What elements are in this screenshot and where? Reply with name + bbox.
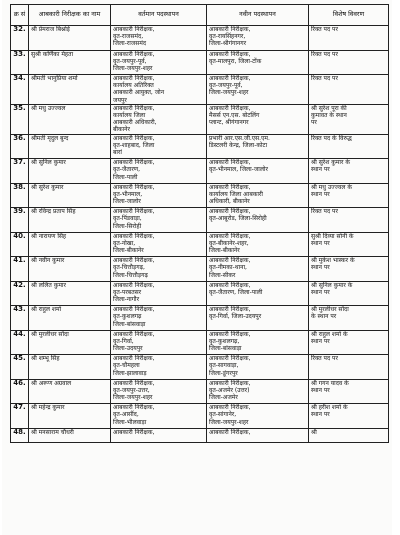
name-cell: सुश्री कर्णिका मेहता	[29, 50, 111, 75]
remarks-cell: श्री सुनिल कुमार के स्थान पर	[309, 281, 389, 306]
remarks-cell: श्री मुरलीधर सोंदा के स्थान पर	[309, 306, 389, 331]
current-posting-cell: आबकारी निरीक्षक, वृत-गिर्वा, जिला-उदयपुर	[111, 330, 207, 355]
serial-cell: 46.	[11, 379, 29, 404]
new-posting-cell: आबकारी निरीक्षक, वृत-नीमका-थाना, जिला-सीकर	[207, 257, 309, 282]
new-posting-cell: आबकारी निरीक्षक, वृत-भीनमाल, जिला-जालोर	[207, 159, 309, 184]
new-posting-cell: आबकारी निरीक्षक, मैसर्स एन.एस. बोटलिंग प्लान्ट, श्रीगंगानगर	[207, 104, 309, 134]
table-row	[11, 379, 389, 404]
table-row	[11, 428, 389, 442]
table-row	[11, 50, 389, 75]
current-posting-cell: आबकारी निरीक्षक, कार्यालय जिला आबकारी अधिकारी, बीकानेर	[111, 104, 207, 134]
serial-cell: 47.	[11, 404, 29, 429]
table-row	[11, 134, 389, 159]
table-row	[11, 75, 389, 105]
table-row	[11, 183, 389, 208]
new-posting-cell: आबकारी निरीक्षक, वृत-मालपुरा, जिला-टोंक	[207, 50, 309, 75]
remarks-cell: रिक्त पद पर	[309, 355, 389, 380]
table-body	[11, 26, 389, 443]
serial-cell: 40.	[11, 232, 29, 257]
name-cell: श्री सुरेश कुमार	[29, 183, 111, 208]
serial-cell: 44.	[11, 330, 29, 355]
serial-cell: 32.	[11, 26, 29, 51]
header-current-posting: वर्तमान पदस्थापन	[111, 5, 207, 26]
name-cell: श्री महेन्द्र कुमार	[29, 404, 111, 429]
header-row	[11, 5, 389, 26]
name-cell: श्री मुरलीधर सोंदा	[29, 330, 111, 355]
table-row	[11, 159, 389, 184]
table-row	[11, 208, 389, 233]
name-cell: श्री अरूण अग्रवाल	[29, 379, 111, 404]
name-cell: श्री नवीन कुमार	[29, 257, 111, 282]
serial-cell: 45.	[11, 355, 29, 380]
name-cell: श्रीमती भानुप्रिया शर्मा	[29, 75, 111, 105]
remarks-cell: श्री मधु उज्ज्वल के स्थान पर	[309, 183, 389, 208]
new-posting-cell: आबकारी निरीक्षक, वृत-कुशलगढ़, जिला-बांसवाड़ा	[207, 330, 309, 355]
remarks-cell: श्री	[309, 428, 389, 442]
new-posting-cell: आबकारी निरीक्षक,	[207, 428, 309, 442]
current-posting-cell: आबकारी निरीक्षक, वृत-नोखा, जिला-बीकानेर	[111, 232, 207, 257]
table-row	[11, 257, 389, 282]
remarks-cell: श्री मुकेश भास्कर के स्थान पर	[309, 257, 389, 282]
current-posting-cell: आबकारी निरीक्षक, वृत-आसींद, जिला-भीलवाड़ा	[111, 404, 207, 429]
remarks-cell: श्री सुरेश कुमार के स्थान पर	[309, 159, 389, 184]
current-posting-cell: आबकारी निरीक्षक, वृत-शाहबाद, जिला बारां	[111, 134, 207, 159]
table-row	[11, 355, 389, 380]
name-cell: श्री ललित कुमार	[29, 281, 111, 306]
serial-cell: 37.	[11, 159, 29, 184]
remarks-cell: श्री राहुल शर्मा के स्थान पर	[309, 330, 389, 355]
remarks-cell: रिक्त पद पर	[309, 26, 389, 51]
serial-cell: 39.	[11, 208, 29, 233]
serial-cell: 42.	[11, 281, 29, 306]
table-row	[11, 281, 389, 306]
name-cell: श्री सुनिल कुमार	[29, 159, 111, 184]
header-new-posting: नवीन पदस्थापन	[207, 5, 309, 26]
current-posting-cell: आबकारी निरीक्षक,	[111, 428, 207, 442]
name-cell: श्री शम्भू सिंह	[29, 355, 111, 380]
serial-cell: 34.	[11, 75, 29, 105]
name-cell: श्री मधु उज्ज्वल	[29, 104, 111, 134]
new-posting-cell: आबकारी निरीक्षक, वृत-रायसिंहनगर, जिला-श्रीगंगानगर	[207, 26, 309, 51]
current-posting-cell: आबकारी निरीक्षक, वृत-चित्तौड़गढ़, जिला-चित्तौड़गढ़	[111, 257, 207, 282]
remarks-cell: श्री सुरेश पूरा की कुमावत के स्थान पर	[309, 104, 389, 134]
remarks-cell: रिक्त पद पर	[309, 208, 389, 233]
new-posting-cell: प्रभारी आर.एस.जी.एस.एम. डिस्टलरी केन्द्र, जिला-कोटा	[207, 134, 309, 159]
new-posting-cell: आबकारी निरीक्षक, वृत-सांगानेर, जिला-जयपुर-शहर	[207, 404, 309, 429]
remarks-cell: श्री गगन यादव के स्थान पर	[309, 379, 389, 404]
remarks-cell: रिक्त पद के विरुद्ध	[309, 134, 389, 159]
table-row	[11, 26, 389, 51]
current-posting-cell: आबकारी निरीक्षक, वृत-जयपुर-उत्तर, जिला-जयपुर-शहर	[111, 379, 207, 404]
remarks-cell: रिक्त पद पर	[309, 75, 389, 105]
current-posting-cell: आबकारी निरीक्षक, वृत-परबतसर जिला-नागौर	[111, 281, 207, 306]
current-posting-cell: आबकारी निरीक्षक, कार्यालय अतिरिक्त आबकारी आयुक्त, जोन जयपुर	[111, 75, 207, 105]
name-cell: श्री नारायण सिंह	[29, 232, 111, 257]
name-cell: श्री मनसाराम चौधरी	[29, 428, 111, 442]
name-cell: श्री रविन्द्र प्रताप सिंह	[29, 208, 111, 233]
table-row	[11, 104, 389, 134]
remarks-cell: रिक्त पद पर	[309, 50, 389, 75]
new-posting-cell: आबकारी निरीक्षक, वृत-आबूरोड, जिला-सिरोही	[207, 208, 309, 233]
header-inspector-name: आबकारी निरीक्षक का नाम	[29, 5, 111, 26]
document-page	[2, 0, 392, 535]
table-row	[11, 306, 389, 331]
new-posting-cell: आबकारी निरीक्षक, वृत-जैतारण, जिला-पाली	[207, 281, 309, 306]
serial-cell: 41.	[11, 257, 29, 282]
remarks-cell: सुश्री दिव्या सोनी के स्थान पर	[309, 232, 389, 257]
name-cell: श्री राहुल शर्मा	[29, 306, 111, 331]
name-cell: श्री प्रेमराज बिश्नोई	[29, 26, 111, 51]
current-posting-cell: आबकारी निरीक्षक, वृत-पिंडवाड़ा, जिला-सिरोही	[111, 208, 207, 233]
serial-cell: 35.	[11, 104, 29, 134]
table-row	[11, 330, 389, 355]
current-posting-cell: आबकारी निरीक्षक, वृत-जैतारण, जिला-पाली	[111, 159, 207, 184]
new-posting-cell: आबकारी निरीक्षक, वृत-बीकानेर-शहर, जिला-बीकानेर	[207, 232, 309, 257]
remarks-cell: श्री हरीश शर्मा के स्थान पर	[309, 404, 389, 429]
new-posting-cell: आबकारी निरीक्षक, वृत-जयपुर-पूर्व, जिला-जयपुर-शहर	[207, 75, 309, 105]
header-serial: क्र सं	[11, 5, 29, 26]
current-posting-cell: आबकारी निरीक्षक, वृत-जयपुर-पूर्व, जिला-जयपुर-शहर	[111, 50, 207, 75]
current-posting-cell: आबकारी निरीक्षक, वृत-राजसमंद, जिला-राजसमंद	[111, 26, 207, 51]
serial-cell: 33.	[11, 50, 29, 75]
new-posting-cell: आबकारी निरीक्षक, वृत-गिर्वा, जिला-उदयपुर	[207, 306, 309, 331]
serial-cell: 48.	[11, 428, 29, 442]
current-posting-cell: आबकारी निरीक्षक, वृत-चौमहला जिला-झालावाड़	[111, 355, 207, 380]
name-cell: श्रीमती मृदुल बुन्द	[29, 134, 111, 159]
new-posting-cell: आबकारी निरीक्षक, कार्यालय जिला आबकारी अधिकारी, बीकानेर	[207, 183, 309, 208]
table-row	[11, 404, 389, 429]
new-posting-cell: आबकारी निरीक्षक, वृत-सागवाड़ा, जिला-डूंगरपुर	[207, 355, 309, 380]
new-posting-cell: आबकारी निरीक्षक, वृत-अजमेर (उत्तर) जिला-अजमेर	[207, 379, 309, 404]
transfer-table	[10, 4, 389, 443]
table-row	[11, 232, 389, 257]
current-posting-cell: आबकारी निरीक्षक, वृत-भीनमाल, जिला-जालोर	[111, 183, 207, 208]
serial-cell: 36.	[11, 134, 29, 159]
header-remarks: विशेष विवरण	[309, 5, 389, 26]
current-posting-cell: आबकारी निरीक्षक, वृत-कुशलगढ़ जिला-बांसवाड़ा	[111, 306, 207, 331]
serial-cell: 38.	[11, 183, 29, 208]
serial-cell: 43.	[11, 306, 29, 331]
